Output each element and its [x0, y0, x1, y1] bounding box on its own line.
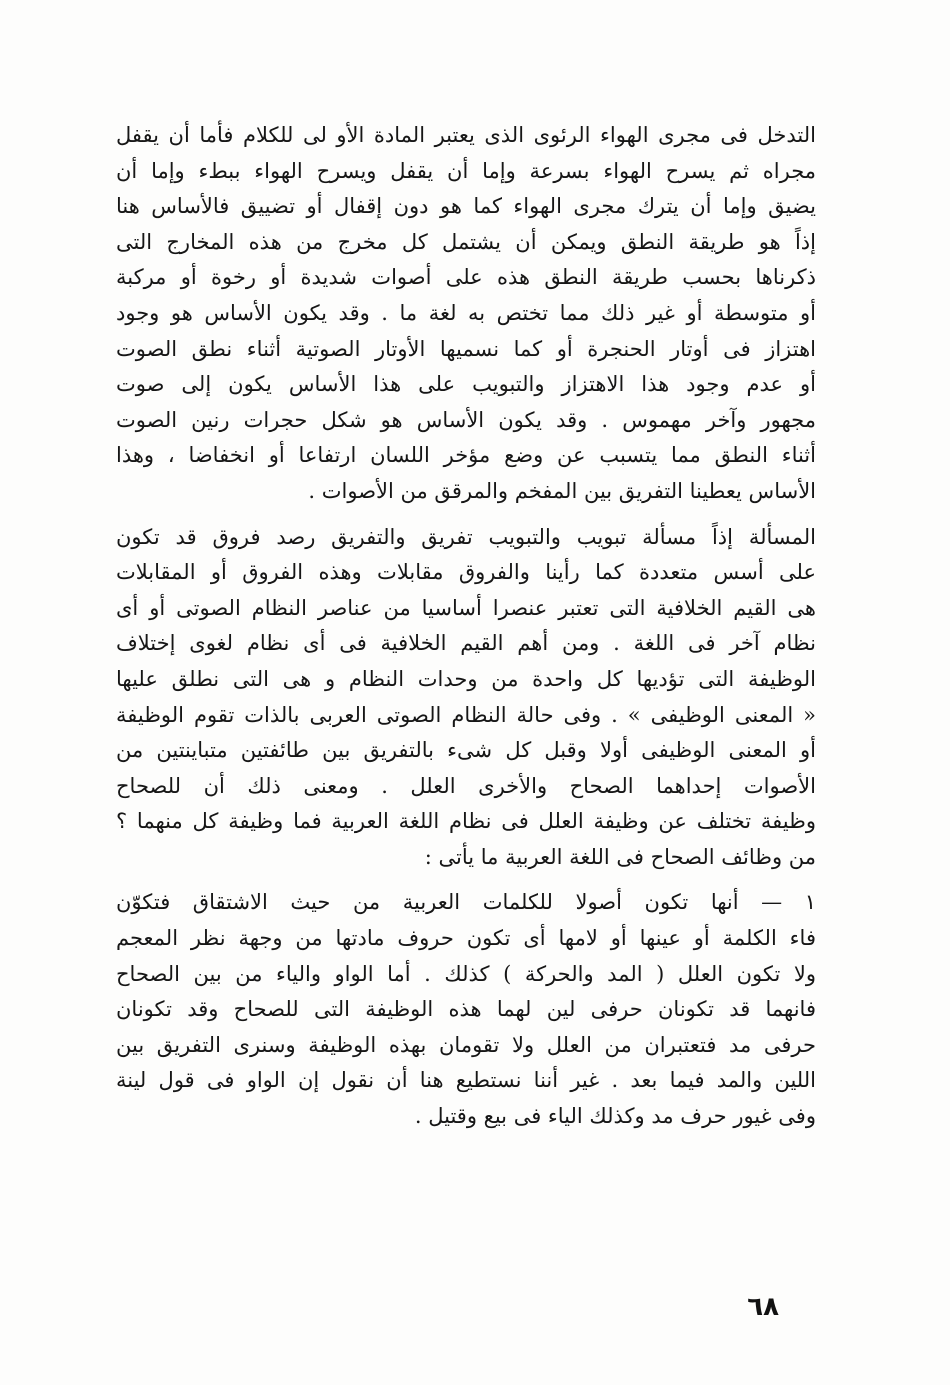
text-line: « المعنى الوظيفى » . وفى حالة النظام الصوتى العربى بالذات تقوم الوظيفة [116, 702, 816, 727]
text-line: فانهما قد تكونان حرفى لين لهما هذه الوظيفة التى للصحاح وقد تكونان [116, 997, 816, 1022]
text-line: وظيفة تختلف عن وظيفة العلل فى نظام اللغة العربية فما وظيفة كل منهما ؟ [116, 809, 816, 834]
text-line: أو متوسطة أو غير ذلك مما تختص به لغة ما . وقد يكون الأساس هو وجود [116, 300, 816, 325]
page-number: ٦٨ [747, 1292, 779, 1322]
text-line: الوظيفة التى تؤديها كل واحدة من وحدات النظام و هى التى نطلق عليها [116, 666, 816, 691]
text-line: التدخل فى مجرى الهواء الرئوى الذى يعتبر المادة الأو لى للكلام فأما أن يقفل [116, 123, 816, 147]
text-line: أثناء النطق مما يتسبب عن وضع مؤخر اللسان ارتفاعا أو انخفاضا ، وهذا [116, 443, 816, 468]
text-line: على أسس متعددة كما رأينا والفروق مقابلات وهذه الفروق أو المقابلات [116, 560, 816, 585]
text-line: ١ — أنها تكون أصولا للكلمات العربية من حيث الاشتقاق فتكوّن [116, 890, 816, 915]
paragraph [116, 885, 816, 1134]
paragraph [116, 118, 816, 510]
text-line: الأصوات إحداهما الصحاح والأخرى العلل . ومعنى ذلك أن للصحاح [116, 773, 816, 798]
paragraph-gap [116, 510, 816, 520]
text-line: هى القيم الخلافية التى تعتبر عنصرا أساسيا من عناصر النظام الصوتى أو أى [116, 595, 816, 620]
body-text [116, 118, 816, 1135]
text-line: أو عدم وجود هذا الاهتزاز والتبويب على هذا الأساس يكون إلى صوت [116, 372, 816, 397]
text-line: الأساس يعطينا التفريق بين المفخم والمرقق من الأصوات . [308, 478, 816, 503]
text-line: من وظائف الصحاح فى اللغة العربية ما يأتى : [424, 844, 816, 869]
text-line: وفى غيور حرف مد وكذلك الياء فى بيع وقتيل . [414, 1104, 816, 1129]
text-line: اللين والمد فيما بعد . غير أننا نستطيع هنا أن نقول إن الواو فى قول لينة [116, 1068, 816, 1093]
text-line: أو المعنى الوظيفى أولا وقبل كل شىء بالتفريق بين طائفتين متباينتين من [116, 738, 816, 763]
text-line: يضيق وإما أن يترك مجرى الهواء كما هو دون إقفال أو تضييق فالأساس هنا [116, 194, 816, 219]
text-line: مجراه ثم يسرح الهواء بسرعة وإما أن يقفل ويسرح الهواء ببطء وإما أن [116, 158, 816, 183]
paragraph [116, 520, 816, 876]
text-line: ولا تكون العلل ( المد والحركة ) كذلك . أما الواو والياء من بين الصحاح [116, 961, 816, 986]
text-line: اهتزاز فى أوتار الحنجرة أو كما نسميها الأوتار الصوتية أثناء نطق الصوت [116, 336, 816, 361]
text-line: نظام آخر فى اللغة . ومن أهم القيم الخلافية فى أى نظام لغوى إختلاف [116, 631, 816, 656]
text-line: إذاً هو طريقة النطق ويمكن أن يشتمل كل مخرج من هذه المخارج التى [116, 229, 816, 254]
text-line: ذكرناها بحسب طريقة النطق هذه على أصوات شديدة أو رخوة أو مركبة [116, 265, 816, 290]
text-line: حرفى مد فتعتبران من العلل ولا تقومان بهذه الوظيفة وسنرى التفريق بين [116, 1032, 816, 1057]
text-line: فاء الكلمة أو عينها أو لامها أى تكون حروف مادتها من وجهة نظر المعجم [116, 926, 816, 951]
text-line: المسألة إذاً مسألة تبويب والتبويب تفريق والتفريق رصد فروق قد تكون [116, 524, 816, 549]
text-line: مجهور وآخر مهموس . وقد يكون الأساس هو شكل حجرات رنين الصوت [116, 407, 816, 432]
paragraph-gap [116, 875, 816, 885]
